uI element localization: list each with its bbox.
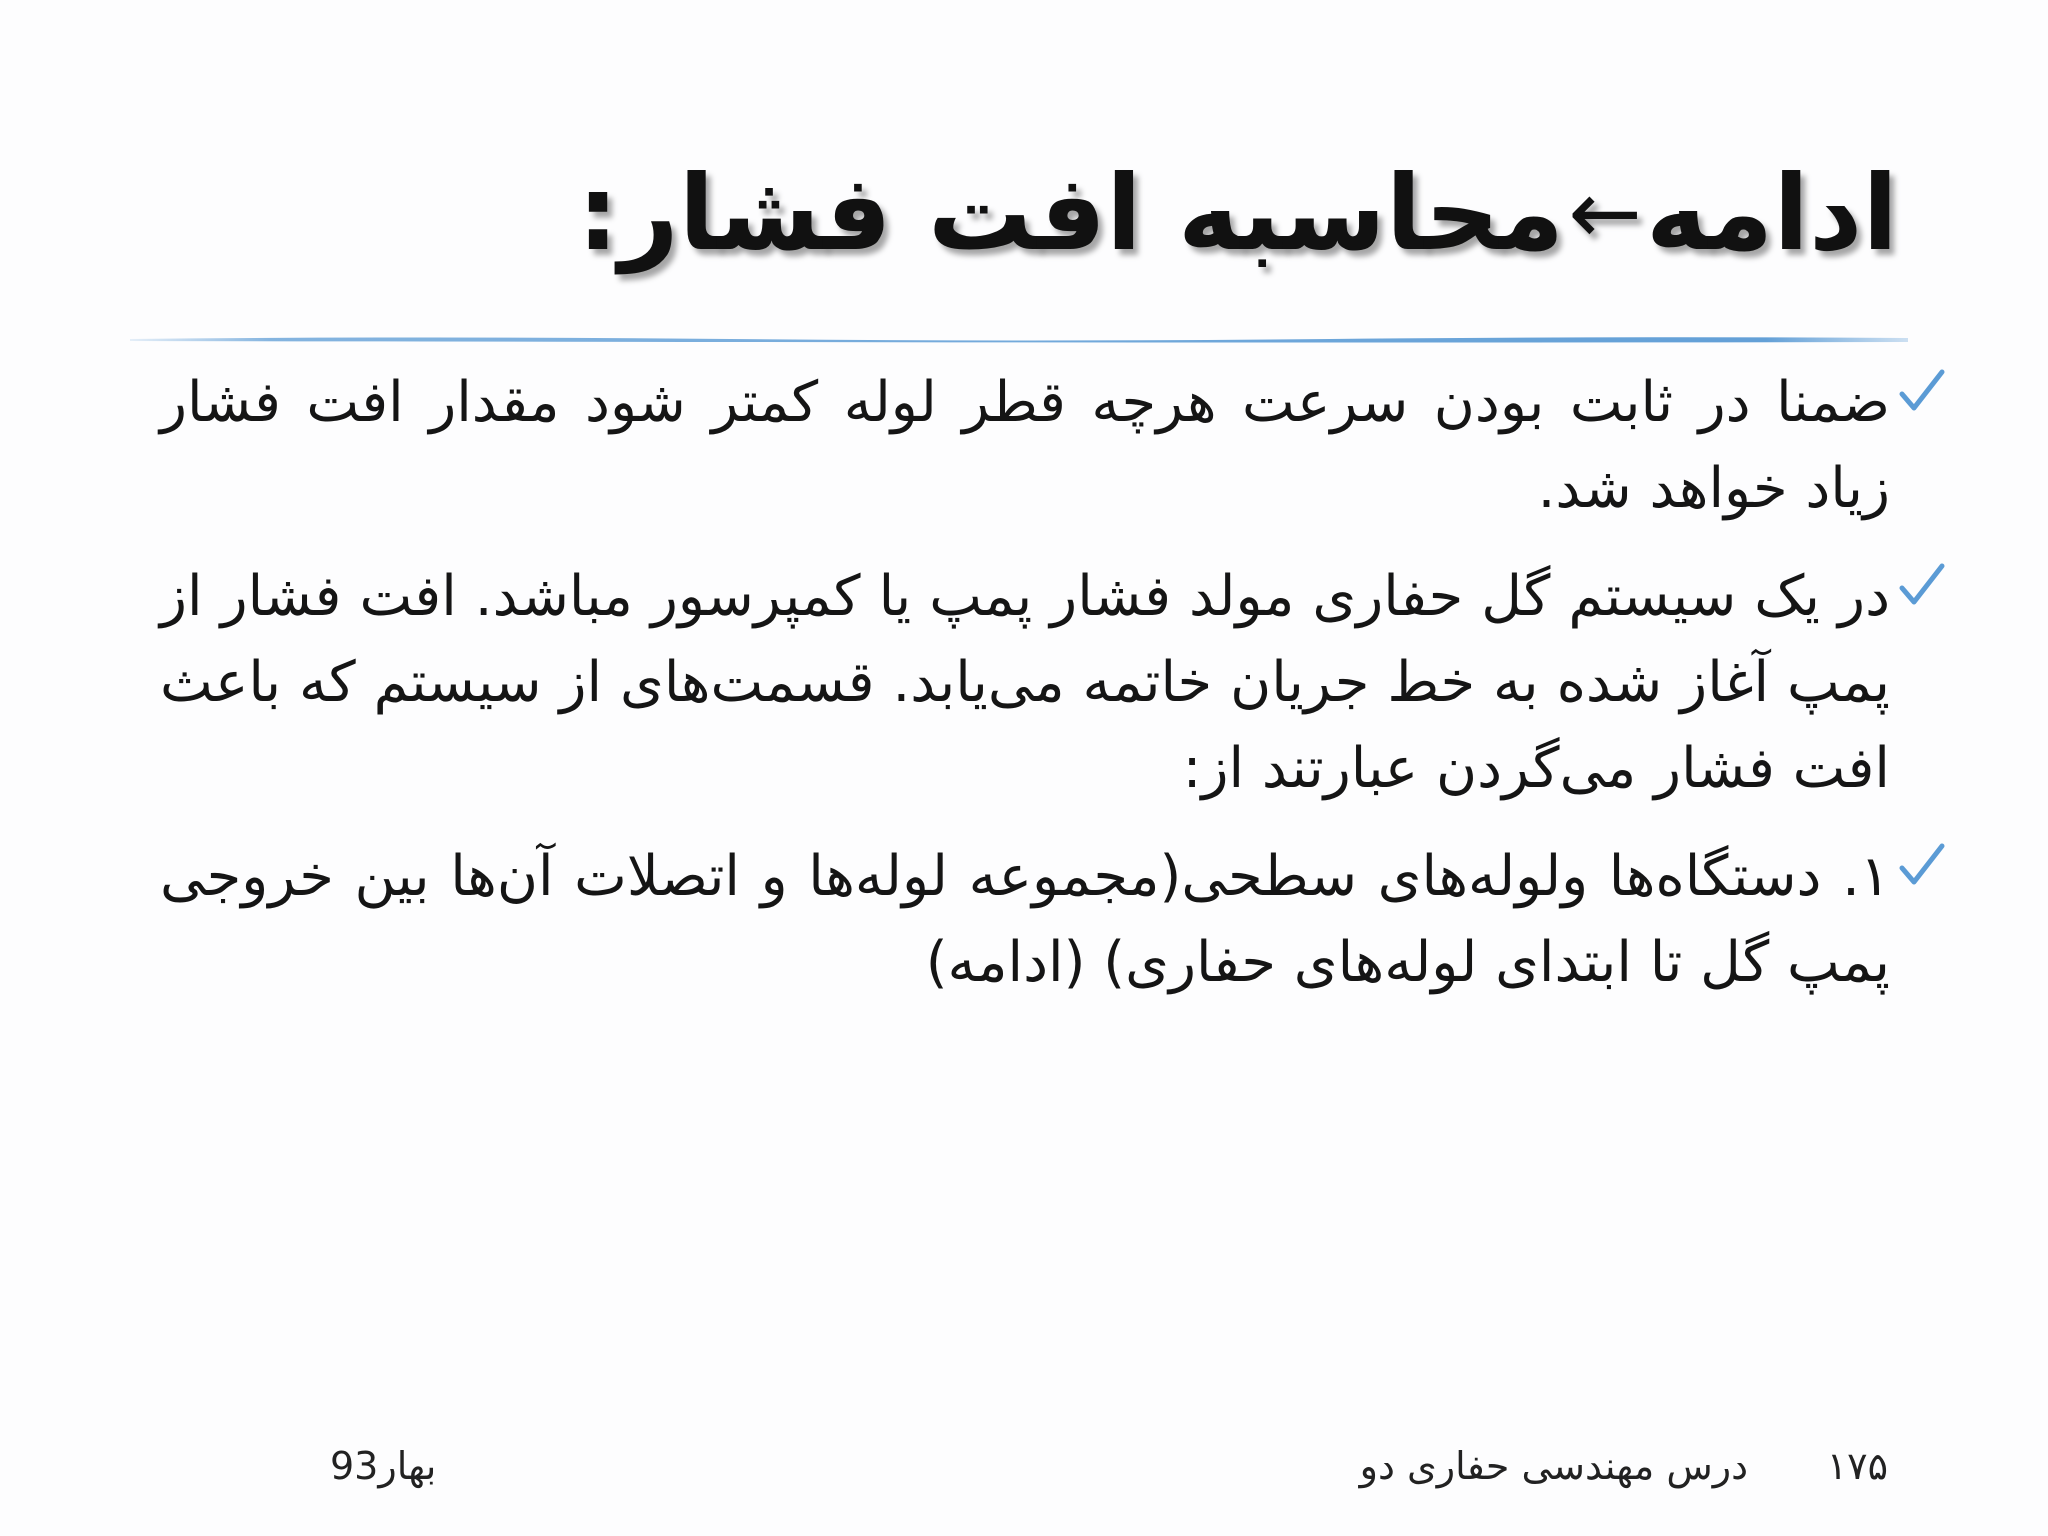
course-name: درس مهندسی حفاری دو [1359,1444,1748,1488]
bullet-list [160,360,1928,1028]
slide-title [150,128,1898,298]
bullet-text: ضمنا در ثابت بودن سرعت هرچه قطر لوله کمتر شود مقدار افت فشار زیاد خواهد شد. [160,370,1890,521]
title-part-continued: ادامه [1645,152,1898,274]
check-icon [1896,364,1948,416]
check-icon [1896,558,1948,610]
check-icon [1896,838,1948,890]
semester-label: بهار93 [330,1444,437,1488]
title-part-topic: محاسبه افت فشار: [577,152,1565,274]
page-number: ۱۷۵ [1826,1444,1888,1488]
bullet-text: در یک سیستم گل حفاری مولد فشار پمپ یا کمپرسور مباشد. افت فشار از پمپ آغاز شده به خط جریان خاتمه می‌یابد. قسمت‌های از سیستم که باعث افت فشار می‌گردن عبارتند از: [160,564,1890,801]
arrow-icon: ← [1568,161,1642,264]
bullet-item [160,834,1928,1006]
title-divider [130,334,1908,344]
bullet-item [160,554,1928,812]
bullet-text: ۱. دستگاه‌ها ولوله‌های سطحی(مجموعه لوله‌ها و اتصلات آن‌ها بین خروجی پمپ گل تا ابتدای لوله‌های حفاری) (ادامه) [160,844,1890,995]
bullet-item [160,360,1928,532]
